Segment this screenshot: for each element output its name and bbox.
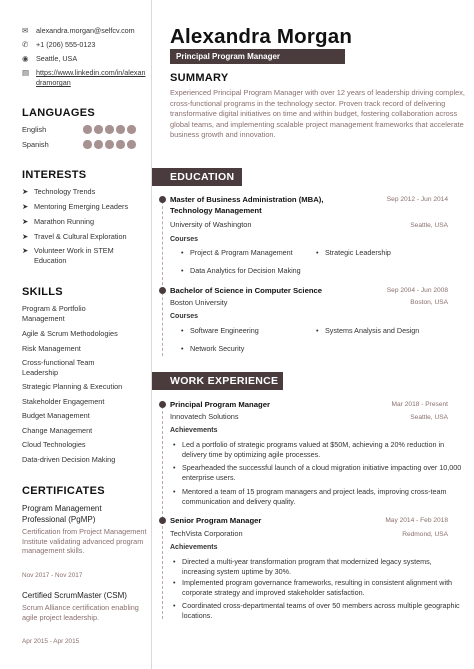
level-dot (105, 125, 114, 134)
timeline-line (162, 196, 163, 356)
tag-icon: ➤ (22, 232, 29, 241)
timeline-line (162, 401, 163, 619)
skill-item: Budget Management (22, 411, 90, 420)
language-name: English (22, 125, 47, 134)
interests-heading: INTERESTS (22, 169, 87, 181)
level-dot (105, 140, 114, 149)
certificate-title: Certified ScrumMaster (CSM) (22, 591, 127, 600)
language-level-dots (83, 140, 138, 149)
contact-phone (22, 40, 148, 50)
job-role: Principal Program Manager (170, 400, 270, 409)
interest-label: Travel & Cultural Exploration (34, 232, 127, 241)
languages-heading: LANGUAGES (22, 107, 95, 119)
level-dot (116, 125, 125, 134)
phone-icon: ✆ (22, 40, 29, 49)
achievement-item: • Mentored a team of 15 program managers and project leads, improving cross-team communication and delivery quality. (182, 487, 462, 507)
level-dot (127, 140, 136, 149)
location-text: Seattle, USA (36, 54, 78, 63)
skill-item: Program & Portfolio Management (22, 304, 86, 323)
tag-icon: ➤ (22, 217, 29, 226)
interest-label: Volunteer Work in STEM Education (34, 246, 114, 265)
certificate-description: Certification from Project Management Institute validating advanced program management skills. (22, 527, 147, 556)
tag-icon: ➤ (22, 187, 29, 196)
job-location: Seattle, USA (410, 414, 448, 421)
language-row (22, 125, 132, 135)
achievement-item: • Implemented program governance frameworks, resulting in consistent alignment with corporate strategy and improved stakeholder satisfaction. (182, 578, 462, 598)
education-school: University of Washington (170, 220, 252, 229)
course-item: • Systems Analysis and Design (325, 326, 419, 336)
interest-item (22, 202, 147, 212)
level-dot (83, 125, 92, 134)
tag-icon: ➤ (22, 202, 29, 211)
education-school: Boston University (170, 298, 228, 307)
skill-item: Cloud Technologies (22, 440, 86, 449)
certificate-title: Program Management Professional (PgMP) (22, 504, 102, 524)
education-dates: Sep 2004 - Jun 2008 (386, 287, 448, 294)
courses-label: Courses (170, 236, 199, 243)
level-dot (94, 125, 103, 134)
education-location: Boston, USA (410, 299, 448, 306)
language-level-dots (83, 125, 138, 134)
job-dates: Mar 2018 - Present (391, 401, 448, 408)
level-dot (83, 140, 92, 149)
experience-heading: WORK EXPERIENCE (152, 372, 283, 390)
education-heading: EDUCATION (152, 168, 242, 186)
level-dot (116, 140, 125, 149)
education-location: Seattle, USA (410, 222, 448, 229)
certificate-dates: Nov 2017 - Nov 2017 (22, 572, 83, 579)
skill-item: Agile & Scrum Methodologies (22, 329, 118, 338)
interest-item (22, 187, 147, 197)
interest-label: Technology Trends (34, 187, 96, 196)
summary-text: Experienced Principal Program Manager with over 12 years of leadership driving complex, cross-functional programs in the technology sector. Proven track record of delivering transformative digital initiatives on time and within budget, fostering collaboration across global teams, and implementing scalable project management frameworks that accelerate business growth and innovation. (170, 88, 465, 140)
job-company: Innovatech Solutions (170, 412, 239, 421)
linkedin-link[interactable]: https://www.linkedin.com/in/alexandramorgan (36, 68, 146, 87)
timeline-dot (159, 401, 166, 408)
certificate-dates: Apr 2015 - Apr 2015 (22, 638, 80, 645)
skill-item: Stakeholder Engagement (22, 397, 105, 406)
contact-email (22, 26, 148, 36)
tag-icon: ➤ (22, 246, 29, 255)
main-content (152, 0, 474, 669)
achievements-label: Achievements (170, 427, 218, 434)
timeline-dot (159, 517, 166, 524)
course-item: • Network Security (190, 344, 244, 354)
achievements-label: Achievements (170, 544, 218, 551)
interest-item (22, 232, 147, 242)
achievement-item: • Led a portfolio of strategic programs valued at $50M, achieving a 20% reduction in delivery time by optimizing agile processes. (182, 440, 462, 460)
job-title-bar: Principal Program Manager (170, 49, 345, 64)
interest-label: Mentoring Emerging Leaders (34, 202, 129, 211)
timeline-dot (159, 196, 166, 203)
interest-item (22, 217, 147, 227)
summary-heading: SUMMARY (170, 72, 229, 84)
education-degree: Bachelor of Science in Computer Science (170, 286, 323, 295)
courses-label: Courses (170, 313, 199, 320)
achievement-item: • Spearheaded the successful launch of a cloud migration initiative impacting over 10,000 enterprise users. (182, 463, 462, 483)
contact-location (22, 54, 148, 64)
interest-item (22, 246, 147, 266)
sidebar (0, 0, 152, 669)
contact-block (22, 26, 148, 92)
interest-label: Marathon Running (34, 217, 95, 226)
skill-item: Data-driven Decision Making (22, 455, 116, 464)
language-row (22, 140, 132, 150)
course-item: • Strategic Leadership (325, 248, 391, 258)
contact-linkedin (22, 68, 148, 88)
job-role: Senior Program Manager (170, 516, 262, 525)
skill-item: Cross-functional Team Leadership (22, 358, 95, 377)
skills-heading: SKILLS (22, 286, 63, 298)
education-dates: Sep 2012 - Jun 2014 (386, 196, 448, 203)
course-item: • Data Analytics for Decision Making (190, 266, 301, 276)
level-dot (94, 140, 103, 149)
candidate-name: Alexandra Morgan (170, 25, 353, 48)
certificates-heading: CERTIFICATES (22, 485, 105, 497)
email-text[interactable]: alexandra.morgan@selfcv.com (36, 26, 135, 35)
job-location: Redmond, USA (402, 531, 448, 538)
phone-text[interactable]: +1 (206) 555-0123 (36, 40, 96, 49)
envelope-icon: ✉ (22, 26, 29, 35)
skill-item: Strategic Planning & Execution (22, 382, 123, 391)
job-company: TechVista Corporation (170, 529, 243, 538)
course-item: • Software Engineering (190, 326, 259, 336)
certificate-description: Scrum Alliance certification enabling agile project leadership. (22, 603, 139, 622)
skill-item: Risk Management (22, 344, 81, 353)
job-dates: May 2014 - Feb 2018 (385, 517, 448, 524)
language-name: Spanish (22, 140, 49, 149)
timeline-dot (159, 287, 166, 294)
location-icon: ◉ (22, 54, 29, 63)
achievement-item: • Directed a multi-year transformation program that modernized legacy systems, increasing system uptime by 30%. (182, 557, 462, 577)
education-degree: Master of Business Administration (MBA), Technology Management (170, 195, 324, 215)
level-dot (127, 125, 136, 134)
link-icon: ▤ (22, 68, 30, 77)
achievement-item: • Coordinated cross-departmental teams of over 50 members across multiple geographic locations. (182, 601, 462, 621)
course-item: • Project & Program Management (190, 248, 293, 258)
skill-item: Change Management (22, 426, 93, 435)
